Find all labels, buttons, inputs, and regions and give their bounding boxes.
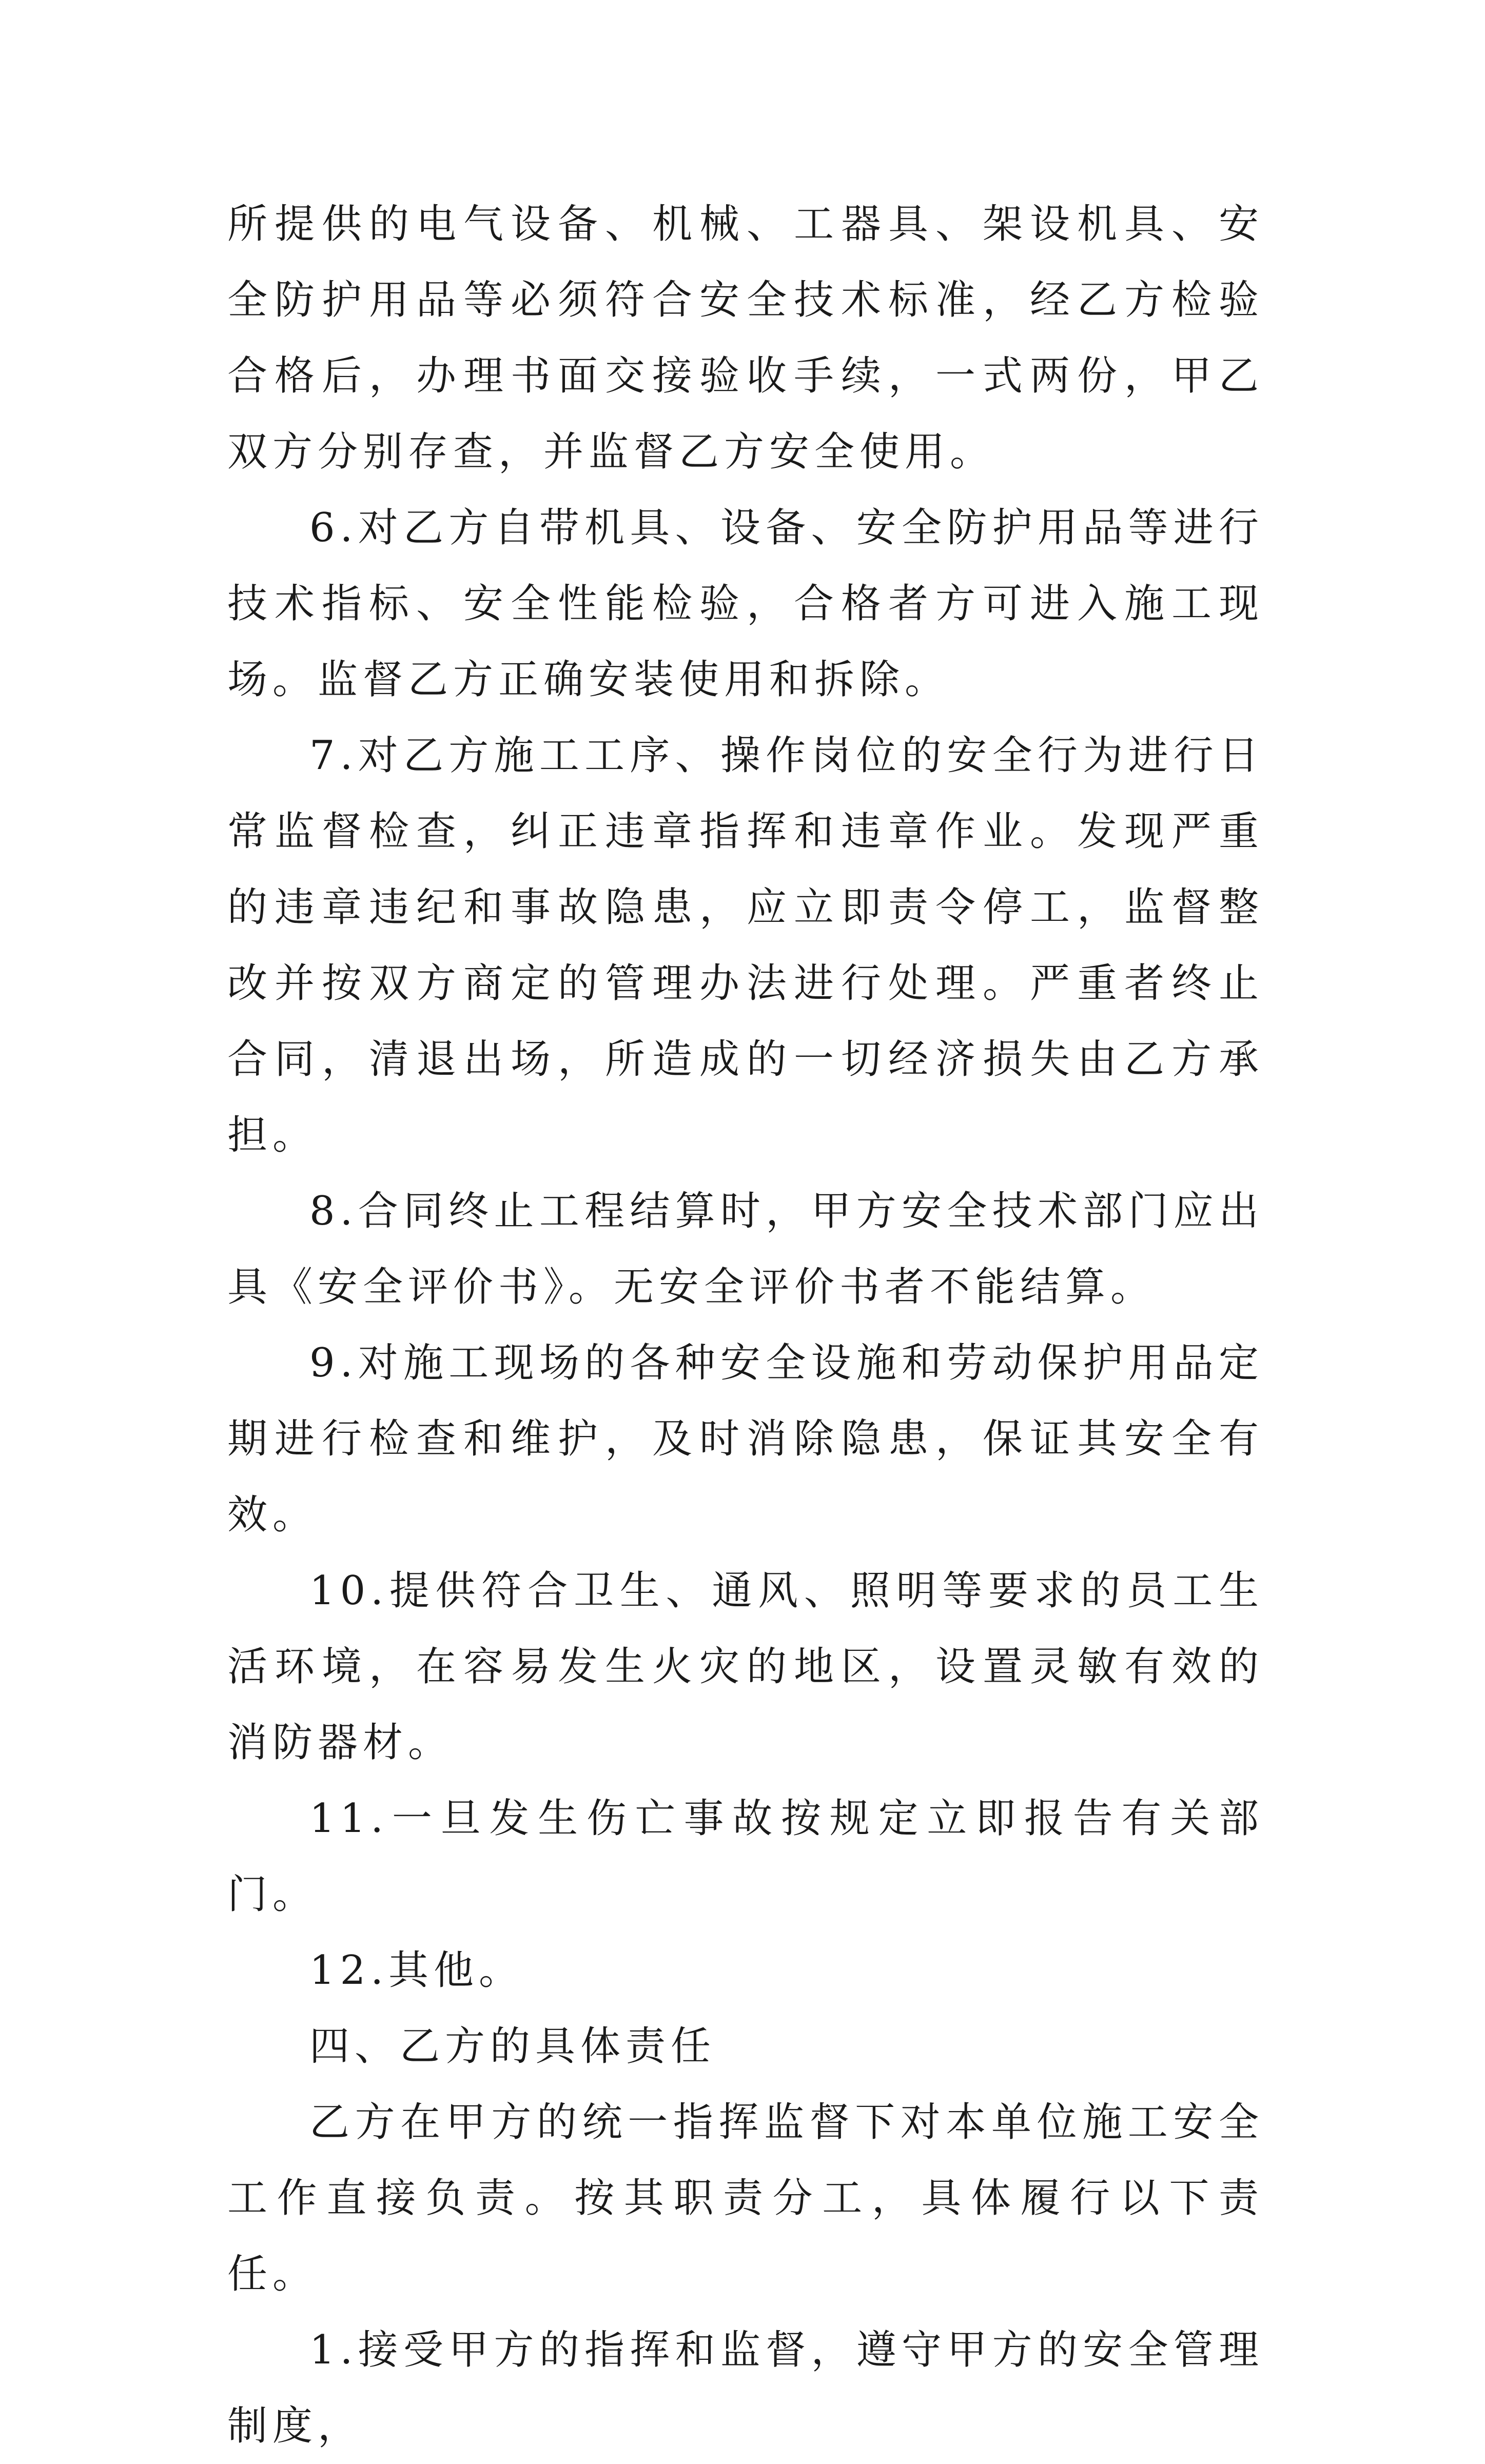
- paragraph-item-11: 11.一旦发生伤亡事故按规定立即报告有关部门。: [227, 1796, 1264, 1918]
- paragraph-intro: 乙方在甲方的统一指挥监督下对本单位施工安全工作直接负责。按其职责分工，具体履行以下责任。: [227, 2099, 1264, 2297]
- paragraph-item-6: 6.对乙方自带机具、设备、安全防护用品等进行技术指标、安全性能检验，合格者方可进入施工现场。监督乙方正确安装使用和拆除。: [227, 505, 1264, 703]
- paragraph-item-8: 8.合同终止工程结算时，甲方安全技术部门应出具《安全评价书》。无安全评价书者不能结算。: [227, 1188, 1264, 1310]
- paragraph-continuation: 所提供的电气设备、机械、工器具、架设机具、安全防护用品等必须符合安全技术标准，经乙方检验合格后，办理书面交接验收手续，一式两份，甲乙双方分别存查，并监督乙方安全使用。: [227, 201, 1264, 475]
- paragraph-item-12: 12.其他。: [309, 1947, 524, 1994]
- paragraph-item-7: 7.对乙方施工工序、操作岗位的安全行为进行日常监督检查，纠正违章指挥和违章作业。发现严重的违章违纪和事故隐患，应立即责令停工，监督整改并按双方商定的管理办法进行处理。严重者终止合同，清退出场，所造成的一切经济损失由乙方承担。: [227, 733, 1264, 1158]
- paragraph-item-9: 9.对施工现场的各种安全设施和劳动保护用品定期进行检查和维护，及时消除隐患，保证其安全有效。: [227, 1340, 1264, 1538]
- paragraph-item-1: 1.接受甲方的指挥和监督，遵守甲方的安全管理制度，: [227, 2327, 1264, 2449]
- section-heading: 四、乙方的具体责任: [309, 2023, 716, 2069]
- document-body: [227, 186, 1264, 2464]
- paragraph-item-10: 10.提供符合卫生、通风、照明等要求的员工生活环境，在容易发生火灾的地区，设置灵敏有效的消防器材。: [227, 1568, 1264, 1766]
